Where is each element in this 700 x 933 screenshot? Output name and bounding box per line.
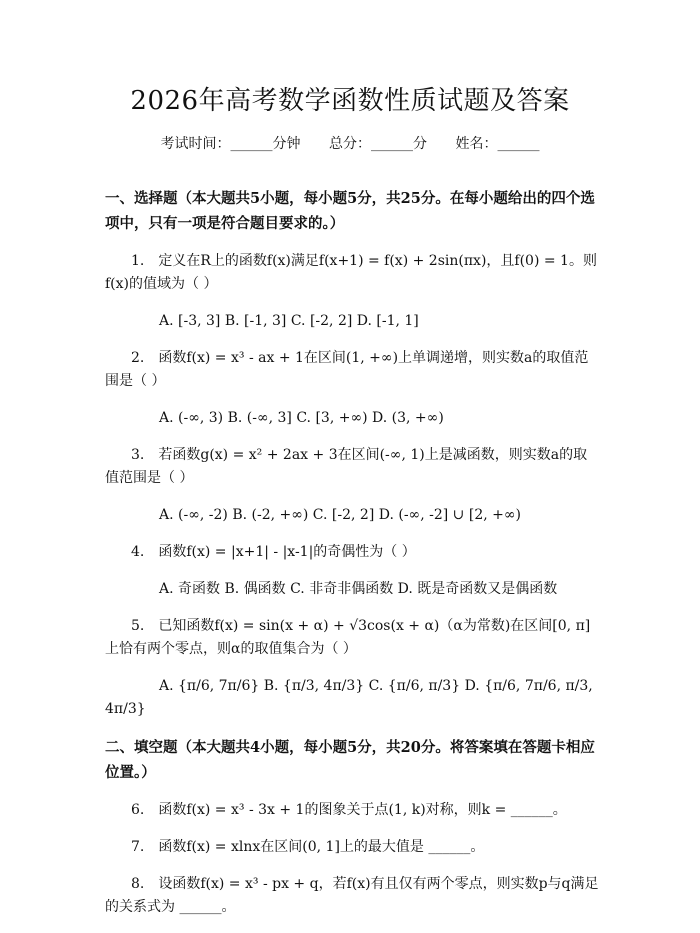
page-title: 2026年高考数学函数性质试题及答案 [130,86,570,116]
question-options-2: A. (-∞, 3) B. (-∞, 3] C. [3, +∞) D. (3, +∞) [159,410,444,426]
exam-info-line [0,133,700,153]
question-stem-6: 6. 函数f(x) = x³ - 3x + 1的图象关于点(1, k)对称，则k = ______。 [131,802,567,818]
question-options-5: A. {π/6, 7π/6} B. {π/3, 4π/3} C. {π/6, π/3} D. {π/6, 7π/6, π/3, 4π/3} [105,678,593,717]
section-heading-fill: 二、填空题（本大题共4小题，每小题5分，共20分。将答案填在答题卡相应位置。） [105,739,595,781]
question-stem-8: 8. 设函数f(x) = x³ - px + q，若f(x)有且仅有两个零点，则实数p与q满足的关系式为 ______。 [105,876,599,915]
question-stem-7: 7. 函数f(x) = xlnx在区间(0, 1]上的最大值是 ______。 [131,839,485,855]
question-stem-5: 5. 已知函数f(x) = sin(x + α) + √3cos(x + α)（α为常数)在区间[0, π]上恰有两个零点，则α的取值集合为（ ） [105,618,591,657]
question-options-4: A. 奇函数 B. 偶函数 C. 非奇非偶函数 D. 既是奇函数又是偶函数 [159,581,558,597]
question-stem-4: 4. 函数f(x) = |x+1| - |x-1|的奇偶性为（ ） [131,544,416,560]
exam-score-field: 总分：______分 [329,136,427,152]
exam-time-field: 考试时间：______分钟 [160,136,301,152]
question-stem-3: 3. 若函数g(x) = x² + 2ax + 3在区间(-∞, 1)上是减函数，则实数a的取值范围是（ ） [105,447,588,486]
question-stem-2: 2. 函数f(x) = x³ - ax + 1在区间(1, +∞)上单调递增，则实数a的取值范围是（ ） [105,350,589,389]
question-stem-1: 1. 定义在R上的函数f(x)满足f(x+1) = f(x) + 2sin(πx)，且f(0) = 1。则f(x)的值域为（ ） [105,253,597,292]
question-options-1: A. [-3, 3] B. [-1, 3] C. [-2, 2] D. [-1, 1] [159,313,419,329]
exam-name-field: 姓名：______ [455,136,540,152]
section-heading-choice: 一、选择题（本大题共5小题，每小题5分，共25分。在每小题给出的四个选项中，只有一项是符合题目要求的。） [105,190,595,232]
exam-content [105,186,600,933]
question-options-3: A. (-∞, -2) B. (-2, +∞) C. [-2, 2] D. (-∞, -2] ∪ [2, +∞) [159,507,521,523]
